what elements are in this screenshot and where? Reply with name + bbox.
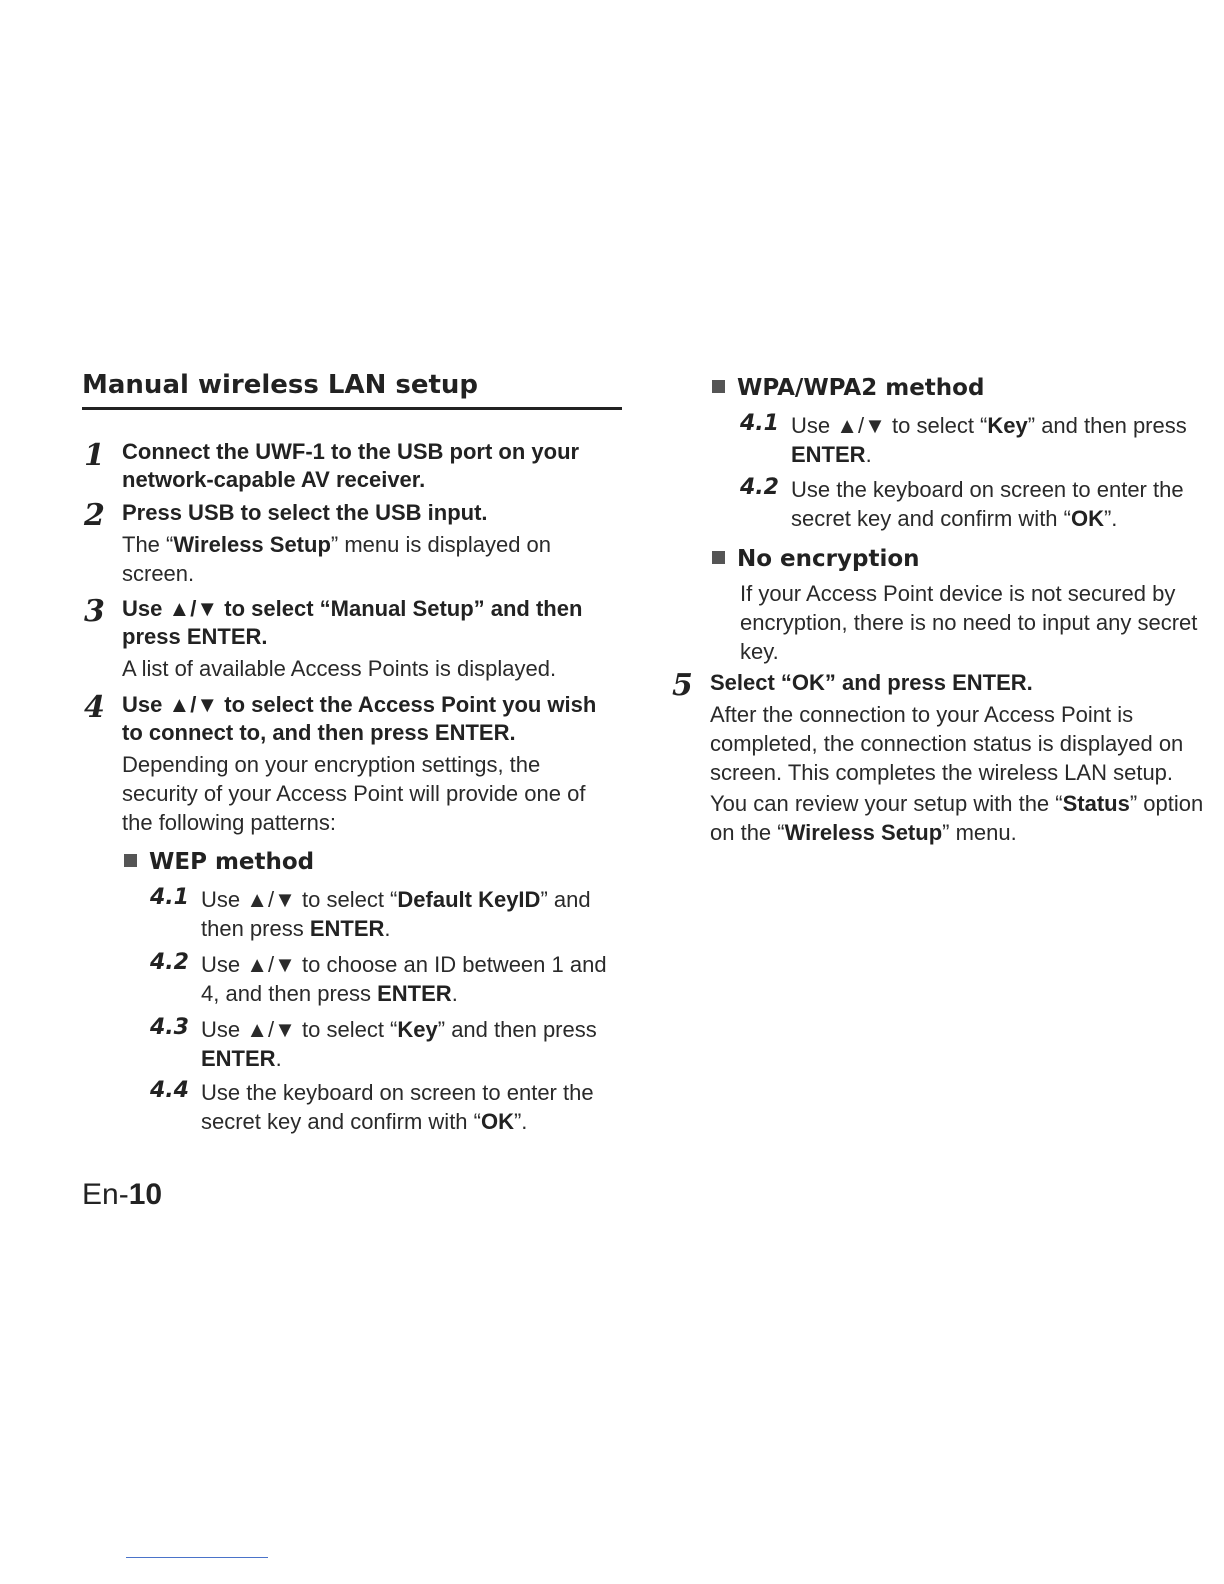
step-4-heading: Use ▲/▼ to select the Access Point you wish to connect to, and then press ENTER. [122,692,597,745]
no-encryption-body: If your Access Point device is not secured by encryption, there is no need to input any secret key. [740,581,1198,664]
wpa-item-4-2: Use the keyboard on screen to enter the secret key and confirm with “OK”. [791,477,1184,531]
wpa-method-heading: WPA/WPA2 method [712,375,984,401]
wep-method-heading: WEP method [124,849,314,875]
step-2-heading: Press USB to select the USB input. [122,500,488,525]
no-encryption-heading: No encryption [712,546,920,572]
wpa-item-number: 4.2 [740,475,779,500]
bottom-rule [126,1557,268,1558]
wep-item-number: 4.3 [150,1015,189,1040]
step-number-5: 5 [672,668,693,703]
wep-item-number: 4.1 [150,885,189,910]
up-down-arrows-icon: ▲/▼ [168,596,219,621]
wep-item-4-2: Use ▲/▼ to choose an ID between 1 and 4, and then press ENTER. [201,952,607,1006]
square-bullet-icon [124,854,137,867]
wep-item-4-3: Use ▲/▼ to select “Key” and then press ENTER. [201,1017,597,1071]
wep-item-number: 4.2 [150,950,189,975]
step-1-heading: Connect the UWF-1 to the USB port on your network-capable AV receiver. [122,439,580,492]
step-2-body: The “Wireless Setup” menu is displayed on screen. [122,532,552,586]
step-number-1: 1 [84,438,105,473]
square-bullet-icon [712,551,725,564]
step-5-heading: Select “OK” and press ENTER. [710,670,1033,695]
up-down-arrows-icon: ▲/▼ [168,692,219,717]
title-underline [82,407,622,410]
wpa-item-number: 4.1 [740,411,779,436]
wpa-item-4-1: Use ▲/▼ to select “Key” and then press ENTER. [791,413,1187,467]
square-bullet-icon [712,380,725,393]
step-5-body: After the connection to your Access Point is completed, the connection status is displayed on screen. This completes the wireless LAN setup. [710,702,1184,785]
step-number-2: 2 [84,498,105,533]
step-5-note: You can review your setup with the “Status” option on the “Wireless Setup” menu. [710,791,1204,845]
step-number-3: 3 [84,594,105,629]
wep-item-4-1: Use ▲/▼ to select “Default KeyID” and then press ENTER. [201,887,591,941]
wep-item-number: 4.4 [150,1078,189,1103]
step-3-body: A list of available Access Points is displayed. [122,656,557,681]
step-number-4: 4 [84,690,105,725]
step-3-heading: Use ▲/▼ to select “Manual Setup” and then press ENTER. [122,596,583,649]
step-4-body: Depending on your encryption settings, the security of your Access Point will provide one of the following patterns: [122,752,586,835]
wep-item-4-4: Use the keyboard on screen to enter the secret key and confirm with “OK”. [201,1080,594,1134]
section-title: Manual wireless LAN setup [82,370,479,400]
page-number: En-10 [82,1178,163,1211]
